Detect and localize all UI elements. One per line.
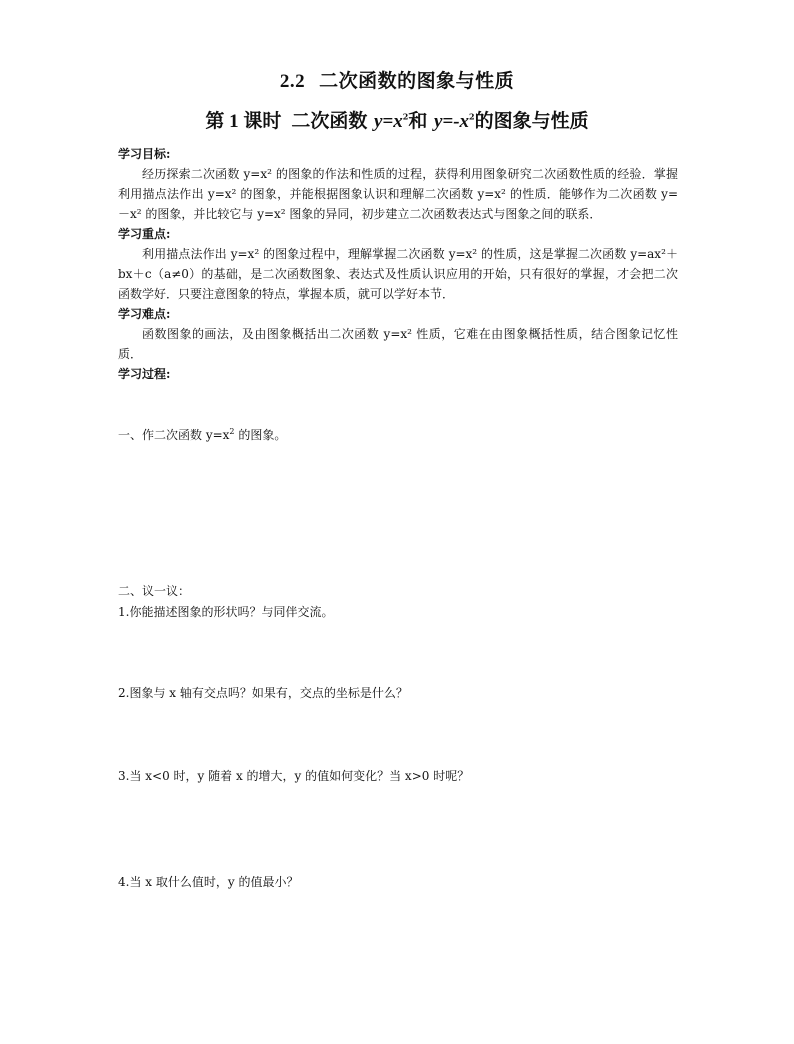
lesson-title-text-c: 的图象与性质 [474,110,589,132]
lesson-number: 第 1 课时 [205,111,282,132]
process-heading: 学习过程: [118,367,171,381]
lesson-title [0,106,794,133]
key-points-heading: 学习重点: [118,227,171,241]
lesson-title-text-b: 和 [408,110,434,132]
formula-y-neg-x2: y=-x [433,111,470,132]
question-3: 3.当 x<0 时，y 随着 x 的增大，y 的值如何变化？当 x>0 时呢？ [118,769,470,783]
step-1-text-a: 一、作二次函数 y=x [118,428,230,442]
question-2: 2.图象与 x 轴有交点吗？如果有，交点的坐标是什么？ [118,686,408,700]
difficulties-heading: 学习难点: [118,307,171,321]
formula-y-x2: y=x [373,111,403,132]
formula-exponent-1: 2 [402,111,409,122]
section-number: 2.2 [279,71,306,92]
step-1-text-b: 的图象。 [234,428,287,442]
step-1-exponent: 2 [229,427,235,436]
key-points-text: 利用描点法作出 y=x² 的图象过程中，理解掌握二次函数 y=x² 的性质，这是掌握二次函数 y=ax²＋bx＋c（a≠0）的基础，是二次函数图象、表达式及性质认识应用的开始，只有很好的掌握，才会把二次函数学好．只要注意图象的特点，掌握本质，就可以学好本节． [118,247,678,301]
page-title [0,66,794,93]
lesson-title-text-a: 二次函数 [291,110,374,132]
difficulties-text: 函数图象的画法，及由图象概括出二次函数 y=x² 性质，它难在由图象概括性质，结合图象记忆性质． [118,327,678,361]
goals-text: 经历探索二次函数 y=x² 的图象的作法和性质的过程，获得利用图象研究二次函数性质的经验．掌握利用描点法作出 y=x² 的图象，并能根据图象认识和理解二次函数 y=x² 的性质．能够作为二次函数 y=－x² 的图象，并比较它与 y=x² 图象的异同，初步建立二次函数表达式与图象之间的联系． [118,167,678,221]
step-2: 二、议一议： [118,584,191,598]
goals-heading: 学习目标: [118,147,171,161]
step-1 [118,426,286,443]
lesson-body [118,144,678,384]
question-1: 1.你能描述图象的形状吗？与同伴交流。 [118,605,334,619]
section-title-text: 二次函数的图象与性质 [319,70,515,92]
question-4: 4.当 x 取什么值时，y 的值最小？ [118,875,299,889]
formula-exponent-2: 2 [469,111,475,122]
